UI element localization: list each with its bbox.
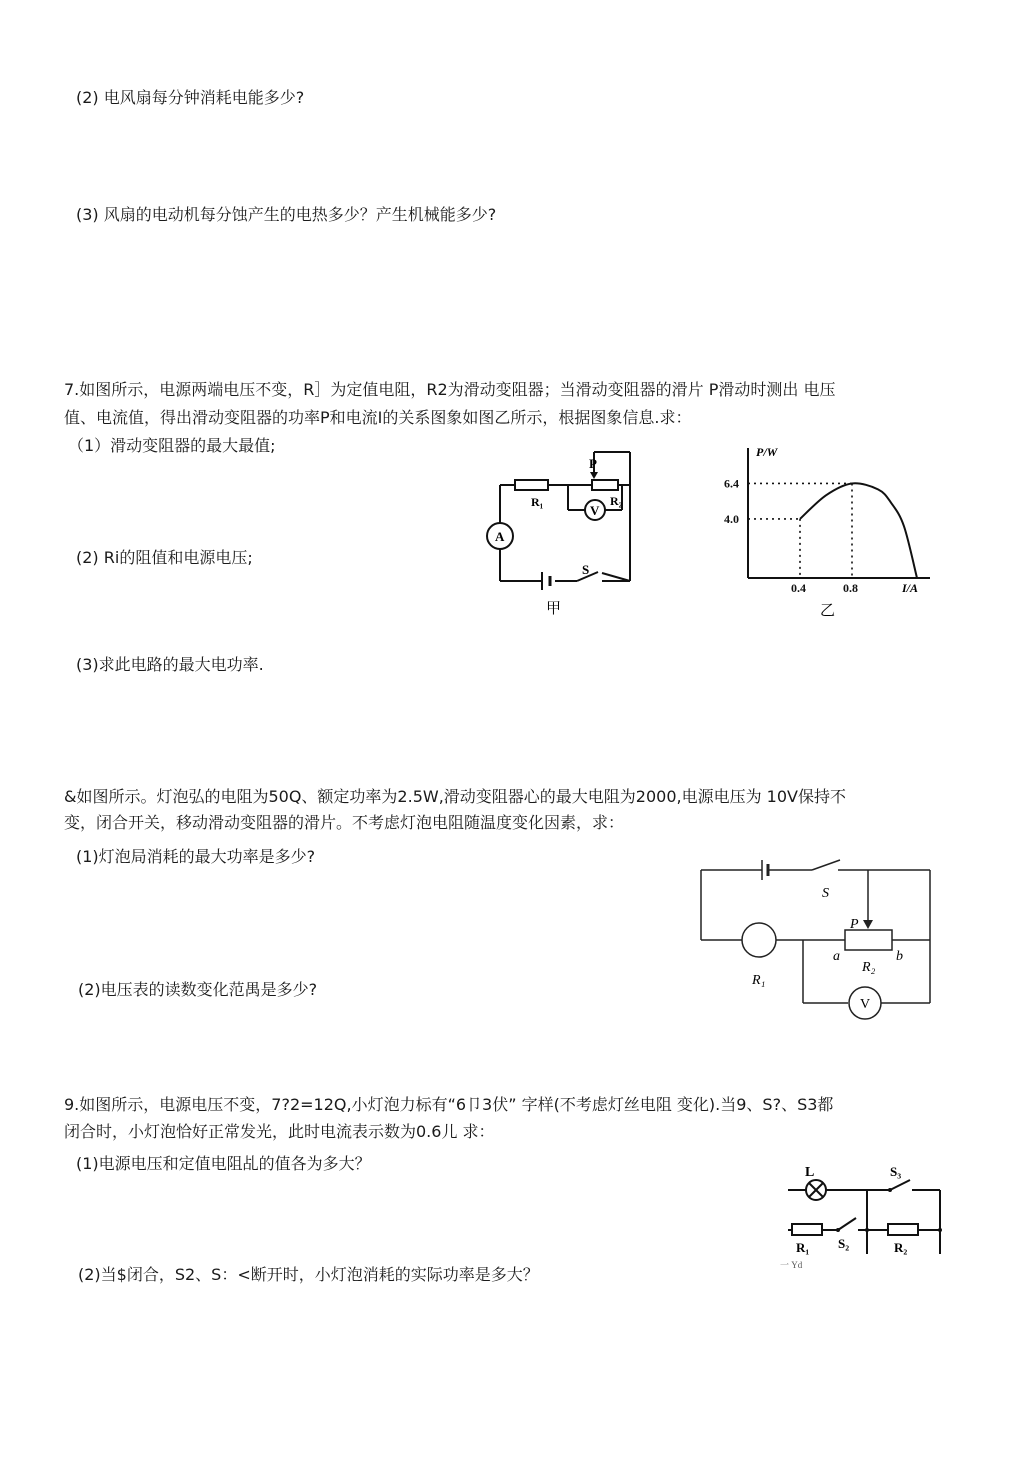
q8-stem-line2: 变，闭合开关，移动滑动变阻器的滑片。不考虑灯泡电阻随温度变化因素，求： — [64, 813, 625, 832]
q8-label-r1: R₁ — [752, 973, 766, 988]
chart-y-label: P/W — [756, 445, 778, 459]
q9-stem-line2: 闭合时，小灯泡恰好正常发光，此时电流表示数为0.6儿 求： — [64, 1122, 495, 1141]
q8-part2: (2)电压表的读数变化范禺是多少? — [78, 980, 318, 999]
q7-part2: (2) Ri的阻值和电源电压; — [76, 548, 253, 567]
q7-power-current-chart — [720, 440, 940, 620]
x-tick-label-0: 0.4 — [791, 581, 806, 595]
q7-label-r2: R₂ — [610, 494, 623, 508]
q7-caption-jia: 甲 — [546, 601, 562, 617]
q7-label-p: P — [589, 456, 597, 471]
q6-part3: (3) 风扇的电动机每分蚀产生的电热多少？产生机械能多少? — [76, 205, 497, 224]
y-tick-label-1: 6.4 — [724, 476, 739, 491]
q9-label-s3: S₃ — [890, 1164, 902, 1179]
q7-label-a: A — [495, 529, 505, 544]
q7-circuit-diagram — [480, 448, 640, 618]
q7-part1: （1）滑动变阻器的最大最值; — [68, 436, 276, 455]
q9-circuit-diagram — [772, 1158, 952, 1278]
q7-caption-yi: 乙 — [820, 603, 836, 619]
q8-label-b: b — [896, 949, 903, 964]
q7-part3: (3)求此电路的最大电功率. — [76, 655, 264, 674]
q8-label-r2: R₂ — [862, 960, 876, 975]
q8-circuit-diagram — [690, 850, 950, 1030]
q8-label-a: a — [833, 949, 840, 964]
q8-stem-line1: &如图所示。灯泡弘的电阻为50Q、额定功率为2.5W,滑动变阻器心的最大电阻为2000,电源电压为 10V保持不 — [64, 787, 846, 806]
q8-label-s: S — [822, 886, 829, 901]
q9-caption: 一 Yd — [780, 1260, 803, 1270]
q9-label-r1: R₁ — [796, 1240, 810, 1255]
q7-label-s: S — [582, 562, 590, 577]
q6-part2: (2) 电风扇每分钟消耗电能多少? — [76, 88, 305, 107]
q9-label-s2: S₂ — [838, 1236, 850, 1251]
q8-label-p: P — [850, 917, 859, 932]
q7-stem-line1: 7.如图所示，电源两端电压不变，R］为定值电阻，R2为滑动变阻器；当滑动变阻器的滑片 P滑动时测出 电压 — [64, 380, 836, 399]
x-tick-label-1: 0.8 — [843, 581, 858, 595]
q8-label-v: V — [860, 997, 871, 1012]
q7-stem-line2: 值、电流值，得出滑动变阻器的功率P和电流I的关系图象如图乙所示，根据图象信息.求： — [64, 408, 692, 427]
q8-part1: (1)灯泡局消耗的最大功率是多少? — [76, 847, 316, 866]
q7-label-r1: R₁ — [531, 495, 544, 509]
q9-label-l: L — [805, 1165, 815, 1180]
chart-x-label: I/A — [902, 581, 919, 595]
q9-part2: (2)当$闭合，S2、S：<断开时，小灯泡消耗的实际功率是多大？ — [78, 1265, 539, 1284]
q9-stem-line1: 9.如图所示，电源电压不变，7?2=12Q,小灯泡力标有“6卩3伏” 字样(不考虑灯丝电阻 变化).当9、S?、S3都 — [64, 1095, 834, 1114]
q7-label-v: V — [590, 503, 600, 518]
q9-part1: (1)电源电压和定值电阻乩的值各为多大？ — [76, 1154, 371, 1173]
q9-label-r2: R₂ — [894, 1240, 908, 1255]
power-curve — [800, 483, 917, 578]
y-tick-label-0: 4.0 — [724, 511, 739, 526]
